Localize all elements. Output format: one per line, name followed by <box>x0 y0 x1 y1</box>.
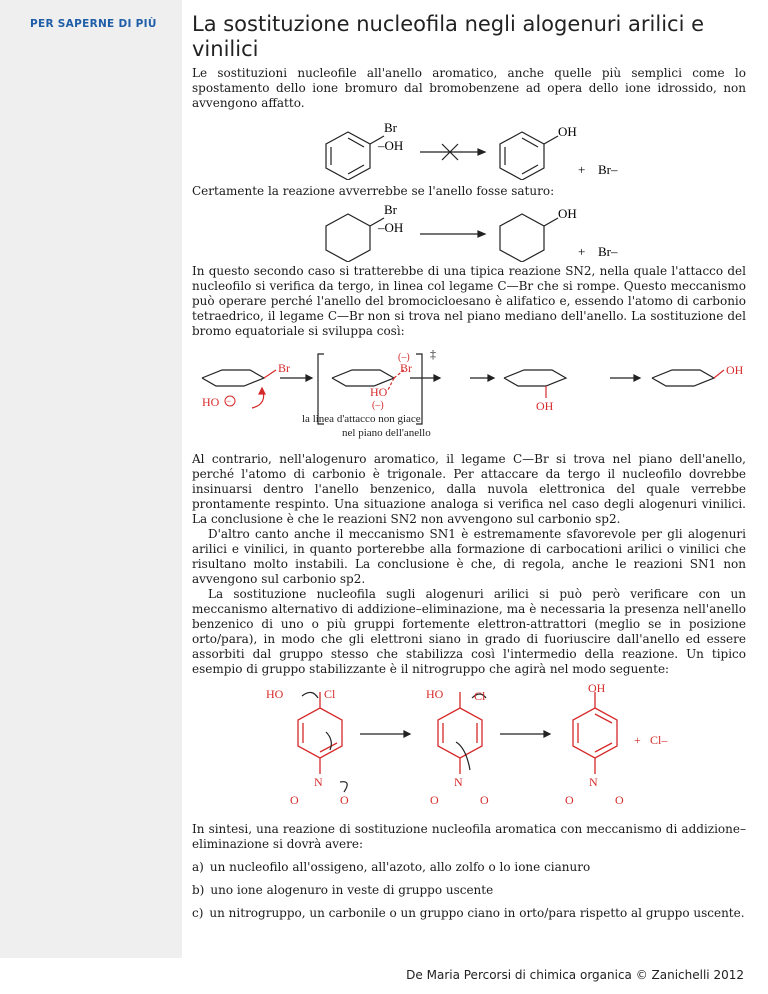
charge-top: (–) <box>398 352 410 363</box>
para3: In questo secondo caso si tratterebbe di una tipica reazione SN2, nella quale l'attacco del nucleofilo si verifica da tergo, in linea col legame C—Br che si rompe. Questo meccanismo può operare perché l'anello del bromocicloesano è alifatico e, essendo l'atomo di carbonio tetraedrico, il legame C—Br non si trova nel piano mediano dell'anello. La sostituzione del bromo equatoriale si sviluppa così: <box>192 264 746 338</box>
sidebar <box>0 0 182 958</box>
o-2a: O <box>430 793 439 807</box>
dagger: ‡ <box>430 348 436 361</box>
o-3b: O <box>615 793 624 807</box>
oh-label: –OH <box>378 138 404 153</box>
sidebar-label: PER SAPERNE DI PIÙ <box>30 18 157 30</box>
list-item: b) uno ione alogenuro in veste di gruppo uscente <box>192 883 494 897</box>
para7: In sintesi, una reazione di sostituzione nucleofila aromatica con meccanismo di addizione–eliminazione si dovrà avere: <box>192 822 746 851</box>
oh-axial: OH <box>536 399 554 413</box>
scheme-sn2 <box>192 348 752 444</box>
oh-product-2: OH <box>558 206 577 221</box>
scheme-cyclohexane <box>300 202 640 262</box>
cl-intermediate: Cl <box>474 689 486 703</box>
footer-text: De Maria Percorsi di chimica organica © Zanichelli 2012 <box>406 968 744 982</box>
plus-sign: + <box>578 162 586 177</box>
n-1: N <box>314 775 323 789</box>
n-2: N <box>454 775 463 789</box>
intro-paragraph <box>192 66 746 111</box>
plus-final: + <box>634 733 641 747</box>
phenol-ring <box>500 132 544 180</box>
note-line1: la linea d'attacco non giace <box>302 413 421 425</box>
o-1b: O <box>340 793 349 807</box>
ho-nucleophile: HO <box>202 395 220 409</box>
br-minus: Br– <box>598 162 618 177</box>
note-line2: nel piano dell'anello <box>342 427 431 439</box>
br-reactant: Br <box>278 361 290 375</box>
o-1a: O <box>290 793 299 807</box>
oh-label-2: –OH <box>378 220 404 235</box>
br-ts: Br <box>400 361 412 375</box>
plus-sign-2: + <box>578 244 586 259</box>
cl-minus: Cl– <box>650 733 668 747</box>
list-item: c) un nitrogruppo, un carbonile o un gruppo ciano in orto/para rispetto al gruppo uscente. <box>192 906 745 920</box>
n-3: N <box>589 775 598 789</box>
para6: La sostituzione nucleofila sugli alogenuri arilici si può però verificare con un meccanismo alternativo di addizione–eliminazione, ma è necessaria la presenza nell'anello benzenico di uno o più gruppi fortemente elettron-attrattori (meglio se in posizione orto/para), in modo che gli elettroni siano in grado di fuoriuscire dall'anello ed essere assorbiti dal gruppo stesso che stabilizza così l'intermedio della reazione. Un tipico esempio di gruppo stabilizzante è il nitrogruppo che agirà nel modo seguente: <box>192 587 746 676</box>
oh-phenol: OH <box>588 684 606 695</box>
scheme-nitro <box>260 684 700 810</box>
o-2b: O <box>480 793 489 807</box>
list-item: a) un nucleofilo all'ossigeno, all'azoto, allo zolfo o lo ione cianuro <box>192 860 591 874</box>
br-minus-2: Br– <box>598 244 618 259</box>
charge-bottom: (–) <box>372 400 384 411</box>
ho-intermediate: HO <box>426 687 444 701</box>
br-label-2: Br <box>384 202 397 217</box>
ho-reagent: HO <box>266 687 284 701</box>
oh-product: OH <box>558 124 577 139</box>
para4: Al contrario, nell'alogenuro aromatico, il legame C—Br si trova nel piano dell'anello, perché l'atomo di carbonio è trigonale. Per attaccare da tergo il nucleofilo dovrebbe insinuarsi dentro l'anello benzenico, dalla nuvola elettronica del quale verrebbe prontamente respinto. Una situazione analoga si verifica nel caso degli alogenuri vinilici. La conclusione è che le reazioni SN2 non avvengono sul carbonio sp2. <box>192 452 746 526</box>
scheme-bromobenzene <box>300 120 640 180</box>
page-title: La sostituzione nucleofila negli alogenuri arilici e vinilici <box>192 12 705 61</box>
cl-reagent: Cl <box>324 687 336 701</box>
para2: Certamente la reazione avverrebbe se l'anello fosse saturo: <box>192 184 555 198</box>
ho-ts: HO <box>370 385 388 399</box>
para5: D'altro canto anche il meccanismo SN1 è estremamente sfavorevole per gli alogenuri arilici e vinilici, in quanto porterebbe alla formazione di carbocationi arilici o vinilici che risultano molto instabili. La conclusione è che, di regola, anche le reazioni SN1 non avvengono sul carbonio sp2. <box>192 527 746 586</box>
oh-equatorial: OH <box>726 363 744 377</box>
svg-text:−: − <box>226 396 232 406</box>
benzene-ring <box>326 132 370 180</box>
br-label: Br <box>384 120 397 135</box>
para1: Le sostituzioni nucleofile all'anello aromatico, anche quelle più semplici come lo spostamento dello ione bromuro dal bromobenzene ad opera dello ione idrossido, non avvengono affatto. <box>192 66 746 110</box>
o-3a: O <box>565 793 574 807</box>
